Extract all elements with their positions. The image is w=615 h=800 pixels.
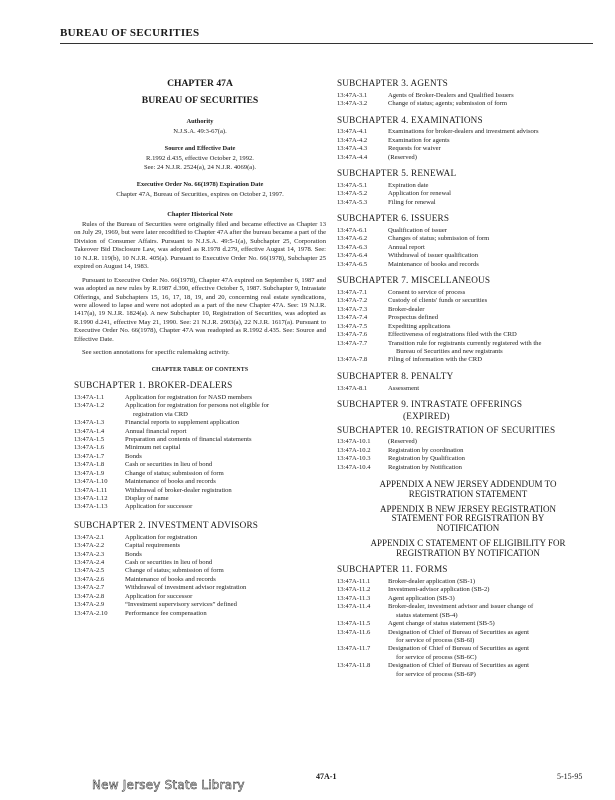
section-title-text: Bonds — [125, 550, 142, 558]
section-title — [384, 145, 599, 153]
section-number: 13:47A-7.6 — [337, 331, 368, 339]
subchapter-heading: SUBCHAPTER 8. PENALTY — [337, 370, 454, 381]
section-number: 13:47A-1.9 — [74, 469, 105, 477]
section-title — [384, 182, 599, 190]
section-title — [121, 567, 326, 575]
section-title-text: Agent application (SB-3) — [388, 594, 455, 602]
section-title-text: Maintenance of books and records — [388, 260, 479, 268]
section-title — [384, 100, 599, 108]
page-number: 47A-1 — [316, 772, 337, 781]
expiration-heading: Executive Order No. 66(1978) Expiration Date — [136, 181, 264, 189]
section-number: 13:47A-7.4 — [337, 314, 368, 322]
section-title-text: Broker-dealer — [388, 305, 425, 313]
section-title-text: “Investment supervisory services” defined — [125, 601, 237, 609]
section-title — [121, 402, 326, 419]
toc-entry — [74, 593, 326, 601]
section-title — [121, 428, 326, 436]
section-number: 13:47A-1.7 — [74, 452, 105, 460]
section-number: 13:47A-7.7 — [337, 339, 368, 347]
section-number: 13:47A-4.2 — [337, 136, 368, 144]
toc-entry — [337, 620, 599, 628]
section-title — [384, 92, 599, 100]
section-title-text: Minimum net capital — [125, 444, 181, 452]
section-title — [121, 487, 326, 495]
section-number: 13:47A-5.1 — [337, 181, 368, 189]
appendix-line: REGISTRATION STATEMENT — [408, 488, 528, 499]
section-title — [121, 470, 326, 478]
toc-entry — [74, 436, 326, 444]
section-title-text: Financial reports to supplement application — [125, 419, 240, 427]
toc-entry — [74, 419, 326, 427]
section-number: 13:47A-6.3 — [337, 243, 368, 251]
section-title — [121, 601, 326, 609]
section-title — [384, 190, 599, 198]
section-number: 13:47A-7.2 — [337, 297, 368, 305]
section-title-text: Assessment — [388, 384, 420, 392]
section-title-text: Expediting applications — [388, 322, 451, 330]
section-title — [384, 331, 599, 339]
section-title — [384, 645, 599, 662]
section-list — [74, 394, 326, 512]
section-list — [74, 534, 326, 618]
section-title-text: Broker-dealer, investment advisor and issuer change of — [388, 603, 534, 611]
section-title — [384, 323, 599, 331]
toc-entry — [74, 584, 326, 592]
section-list — [337, 128, 599, 162]
section-list — [337, 578, 599, 679]
section-title-text: Withdrawal of issuer qualification — [388, 252, 479, 260]
section-title-text: Agents of Broker-Dealers and Qualified Issuers — [388, 91, 514, 99]
toc-entry — [337, 190, 599, 198]
toc-entry — [337, 645, 599, 662]
section-number: 13:47A-1.2 — [74, 402, 105, 410]
section-list — [337, 182, 599, 207]
section-title — [121, 551, 326, 559]
toc-entry — [74, 402, 326, 419]
section-title — [121, 610, 326, 618]
section-title — [384, 244, 599, 252]
section-title — [384, 356, 599, 364]
appendix-c-heading — [337, 539, 599, 558]
section-title-text: Annual report — [388, 243, 425, 251]
section-title-text: Application for registration for persons not eligible for — [125, 402, 270, 410]
section-number: 13:47A-1.8 — [74, 461, 105, 469]
section-number: 13:47A-7.8 — [337, 356, 368, 364]
section-title-text: Cash or securities in lieu of bond — [125, 461, 213, 469]
section-number: 13:47A-2.6 — [74, 575, 105, 583]
section-number: 13:47A-11.6 — [337, 628, 371, 636]
section-number: 13:47A-11.1 — [337, 577, 371, 585]
subchapter-heading: SUBCHAPTER 2. INVESTMENT ADVISORS — [74, 519, 259, 530]
subchapter-heading: SUBCHAPTER 10. REGISTRATION OF SECURITIES — [337, 424, 556, 435]
toc-entry — [337, 447, 599, 455]
section-title-text: Prospectus defined — [388, 314, 438, 322]
section-title — [121, 593, 326, 601]
historical-note-paragraph: Rules of the Bureau of Securities were originally filed and became effective as Chapter 13 on July 29, 1969, but were later recodified to Chapter 47A after the bureau became a part of the Division of Consumer Affairs. Pursuant to N.J.S.A. 49:5-1(a), Subchapter 25, Corporation Takeover Bid Disclosure Law, was adopted as R.1978 d.279, effective August 14, 1978. See: 10 N.J.R. 119(b), 10 N.J.R. 405(a). Pursuant to Executive Order No. 66(1978), Subchapter 25 expired on August 14, 1983. — [74, 221, 326, 271]
section-number: 13:47A-1.5 — [74, 435, 105, 443]
toc-entry — [337, 586, 599, 594]
toc-entry — [337, 455, 599, 463]
section-title — [121, 453, 326, 461]
section-number: 13:47A-1.11 — [74, 486, 108, 494]
toc-entry — [74, 487, 326, 495]
section-title-text: Registration by Qualification — [388, 455, 465, 463]
section-title — [121, 444, 326, 452]
toc-entry — [74, 559, 326, 567]
section-title-text: Application for renewal — [388, 190, 451, 198]
subchapter-heading: SUBCHAPTER 9. INTRASTATE OFFERINGS — [337, 399, 523, 410]
section-title — [121, 394, 326, 402]
section-title-text: Performance fee compensation — [125, 609, 207, 617]
toc-entry — [74, 428, 326, 436]
toc-entry — [337, 629, 599, 646]
section-list — [337, 92, 599, 109]
section-number: 13:47A-3.2 — [337, 100, 368, 108]
section-title — [384, 199, 599, 207]
section-title-text: Designation of Chief of Bureau of Securities as agent — [388, 645, 529, 653]
section-title-text: Transition rule for registrants currently registered with the — [388, 339, 542, 347]
appendix-a-heading — [337, 480, 599, 499]
section-title — [121, 461, 326, 469]
section-title — [121, 436, 326, 444]
section-title — [121, 584, 326, 592]
section-title — [121, 542, 326, 550]
toc-entry — [337, 603, 599, 620]
section-number: 13:47A-5.2 — [337, 190, 368, 198]
toc-entry — [337, 323, 599, 331]
section-number: 13:47A-6.2 — [337, 235, 368, 243]
section-title-text: Requests for waiver — [388, 145, 441, 153]
section-title-text: Designation of Chief of Bureau of Securities as agent — [388, 662, 529, 670]
toc-entry — [337, 578, 599, 586]
historical-note-heading: Chapter Historical Note — [167, 210, 233, 218]
appendix-line: APPENDIX A NEW JERSEY ADDENDUM TO — [379, 479, 557, 490]
section-title-text: Annual financial report — [125, 427, 187, 435]
historical-note-paragraph: Pursuant to Executive Order No. 66(1978), Chapter 47A expired on September 6, 1987 and was adopted as new rules by R.1987 d.390, effective October 5, 1987. Subchapter 9, Intrastate Offerings, and Subchapters 15, 16, 17, 18, 19, and 20, concerning real estate syndications, were allowed to lapse and were not adopted as a part of the new Chapter 47A. See: 19 N.J.R. 1417(a), 19 N.J.R. 1824(a). A new Subchapter 10, Registration of Securities, was adopted as R.1990 d.241, effective May 21, 1990. See: 21 N.J.R. 2903(a), 22 N.J.R. 1617(a). Pursuant to Executive Order No. 66(1978), Chapter 47A was readopted as R.1992 d.435. See: Source and Effective Date. — [74, 276, 326, 343]
section-number: 13:47A-2.5 — [74, 567, 105, 575]
section-number: 13:47A-2.1 — [74, 533, 105, 541]
toc-entry — [337, 128, 599, 136]
section-title-text: Custody of clients' funds or securities — [388, 297, 488, 305]
section-title — [384, 306, 599, 314]
section-number: 13:47A-11.2 — [337, 586, 371, 594]
source-line-1: R.1992 d.435, effective October 2, 1992. — [146, 155, 254, 163]
toc-entry — [337, 306, 599, 314]
toc-entry — [337, 438, 599, 446]
section-title-text: Change of status; agents; submission of form — [388, 100, 508, 108]
section-list — [337, 438, 599, 472]
toc-entry — [337, 297, 599, 305]
section-number: 13:47A-2.8 — [74, 592, 105, 600]
section-title — [384, 289, 599, 297]
toc-entry — [74, 478, 326, 486]
toc-entry — [337, 356, 599, 364]
section-number: 13:47A-10.3 — [337, 455, 371, 463]
toc-entry — [74, 542, 326, 550]
section-number: 13:47A-2.9 — [74, 601, 105, 609]
section-title — [384, 227, 599, 235]
section-title-text: (Reserved) — [388, 153, 417, 161]
appendix-line: APPENDIX C STATEMENT OF ELIGIBILITY FOR — [370, 538, 566, 549]
section-number: 13:47A-1.12 — [74, 495, 108, 503]
section-number: 13:47A-6.5 — [337, 260, 368, 268]
section-title — [384, 137, 599, 145]
section-title-text: Change of status; submission of form — [125, 567, 224, 575]
toc-entry — [337, 331, 599, 339]
historical-note-paragraph: See section annotations for specific rulemaking activity. — [82, 349, 230, 357]
toc-entry — [74, 567, 326, 575]
toc-entry — [337, 314, 599, 322]
section-number: 13:47A-2.4 — [74, 558, 105, 566]
section-number: 13:47A-4.3 — [337, 145, 368, 153]
section-number: 13:47A-11.4 — [337, 603, 371, 611]
toc-entry — [337, 662, 599, 679]
section-title-text: Withdrawal of broker-dealer registration — [125, 486, 232, 494]
section-title — [121, 503, 326, 511]
section-title-text: Bonds — [125, 452, 142, 460]
section-list — [337, 289, 599, 365]
section-number: 13:47A-2.10 — [74, 609, 108, 617]
appendix-line: NOTIFICATION — [436, 522, 500, 533]
section-title-text: Change of status; submission of form — [125, 469, 224, 477]
section-title — [384, 629, 599, 646]
section-title — [121, 419, 326, 427]
toc-entry — [337, 235, 599, 243]
section-title-text: Cash or securities in lieu of bond — [125, 558, 213, 566]
section-title — [384, 314, 599, 322]
subchapter-heading: SUBCHAPTER 1. BROKER-DEALERS — [74, 380, 233, 390]
appendix-b-heading — [337, 505, 599, 533]
authority-heading: Authority — [186, 117, 214, 125]
library-stamp: New Jersey State Library — [92, 778, 245, 792]
toc-entry — [337, 137, 599, 145]
section-number: 13:47A-2.2 — [74, 542, 105, 550]
toc-entry — [74, 610, 326, 618]
appendix-line: STATEMENT FOR REGISTRATION BY — [391, 513, 545, 524]
section-title-text: Designation of Chief of Bureau of Securities as agent — [388, 628, 529, 636]
section-title-continuation: for service of process (SB-6I) — [396, 637, 475, 645]
section-title — [384, 662, 599, 679]
toc-entry — [337, 100, 599, 108]
section-title — [384, 235, 599, 243]
section-title-text: Display of name — [125, 495, 169, 503]
section-title — [121, 534, 326, 542]
subchapter-heading: SUBCHAPTER 5. RENEWAL — [337, 168, 457, 179]
section-title-text: Expiration date — [388, 181, 429, 189]
section-title-continuation: for service of process (SB-6P) — [396, 670, 476, 678]
section-title-text: Application for registration — [125, 533, 198, 541]
section-title-text: Application for registration for NASD members — [125, 393, 252, 401]
section-title-text: Withdrawal of investment advisor registration — [125, 584, 247, 592]
section-title — [384, 595, 599, 603]
section-number: 13:47A-10.4 — [337, 463, 371, 471]
appendix-line: APPENDIX B NEW JERSEY REGISTRATION — [379, 504, 556, 515]
authority-text: N.J.S.A. 49:3-67(a). — [173, 127, 227, 135]
section-number: 13:47A-1.10 — [74, 478, 108, 486]
toc-entry — [74, 503, 326, 511]
subchapter-heading: SUBCHAPTER 3. AGENTS — [337, 78, 448, 88]
subchapter-heading: SUBCHAPTER 6. ISSUERS — [337, 213, 450, 224]
section-title-text: Investment-advisor application (SB-2) — [388, 586, 490, 594]
section-title-text: (Reserved) — [388, 438, 417, 446]
toc-entry — [337, 261, 599, 269]
section-title-text: Broker-dealer application (SB-1) — [388, 577, 476, 585]
section-title-text: Changes of status; submission of form — [388, 235, 490, 243]
toc-entry — [337, 289, 599, 297]
section-title-continuation: Bureau of Securities and new registrants — [396, 348, 503, 356]
right-column — [337, 78, 599, 679]
section-title-continuation: status statement (SB-4) — [396, 611, 458, 619]
section-title-text: Application for successor — [125, 592, 193, 600]
subchapter-heading: SUBCHAPTER 7. MISCELLANEOUS — [337, 275, 491, 286]
section-number: 13:47A-4.4 — [337, 153, 368, 161]
section-number: 13:47A-1.6 — [74, 444, 105, 452]
section-title-text: Examination for agents — [388, 136, 450, 144]
section-title — [384, 586, 599, 594]
section-title-continuation: registration via CRD — [133, 410, 188, 418]
section-title — [384, 385, 599, 393]
revision-date: 5-15-95 — [557, 772, 583, 781]
section-title — [384, 128, 599, 136]
section-title — [384, 261, 599, 269]
toc-entry — [74, 394, 326, 402]
toc-entry — [337, 154, 599, 162]
section-number: 13:47A-10.2 — [337, 446, 371, 454]
toc-entry — [74, 453, 326, 461]
subchapter-heading: SUBCHAPTER 11. FORMS — [337, 564, 448, 575]
toc-entry — [337, 92, 599, 100]
section-title — [384, 447, 599, 455]
section-title-continuation: for service of process (SB-6C) — [396, 653, 477, 661]
subchapter-status: (EXPIRED) — [403, 410, 450, 421]
section-number: 13:47A-3.1 — [337, 91, 368, 99]
section-number: 13:47A-7.5 — [337, 322, 368, 330]
left-column — [74, 78, 326, 618]
section-number: 13:47A-11.5 — [337, 620, 371, 628]
toc-entry — [337, 244, 599, 252]
section-number: 13:47A-1.3 — [74, 419, 105, 427]
section-title — [384, 438, 599, 446]
section-title-text: Examinations for broker-dealers and investment advisors — [388, 128, 539, 136]
section-title-text: Filing for renewal — [388, 198, 436, 206]
section-number: 13:47A-2.3 — [74, 550, 105, 558]
section-title — [384, 252, 599, 260]
toc-entry — [337, 385, 599, 393]
toc-entry — [74, 461, 326, 469]
section-title — [384, 154, 599, 162]
section-title — [384, 340, 599, 357]
section-title-text: Filing of information with the CRD — [388, 356, 482, 364]
section-number: 13:47A-1.4 — [74, 427, 105, 435]
toc-entry — [337, 464, 599, 472]
toc-entry — [337, 199, 599, 207]
chapter-number: CHAPTER 47A — [167, 78, 233, 89]
section-number: 13:47A-1.1 — [74, 393, 105, 401]
toc-entry — [337, 182, 599, 190]
toc-entry — [74, 470, 326, 478]
section-title-text: Registration by Notification — [388, 463, 462, 471]
section-title-text: Registration by coordination — [388, 446, 464, 454]
section-title — [121, 559, 326, 567]
section-title — [384, 603, 599, 620]
toc-entry — [337, 595, 599, 603]
section-title-text: Preparation and contents of financial statements — [125, 435, 252, 443]
section-title-text: Qualification of issuer — [388, 227, 447, 234]
section-title-text: Capital requirements — [125, 542, 181, 550]
header-rule — [60, 43, 593, 44]
section-title — [121, 478, 326, 486]
toc-entry — [337, 340, 599, 357]
source-heading: Source and Effective Date — [164, 145, 236, 153]
appendix-line: REGISTRATION BY NOTIFICATION — [396, 547, 540, 558]
toc-entry — [337, 227, 599, 235]
section-title-text: Effectiveness of registrations filed with the CRD — [388, 331, 517, 339]
section-number: 13:47A-11.7 — [337, 645, 371, 653]
toc-entry — [74, 444, 326, 452]
section-number: 13:47A-11.3 — [337, 594, 371, 602]
section-title-text: Maintenance of books and records — [125, 478, 216, 486]
section-title-text: Application for successor — [125, 503, 193, 511]
section-number: 13:47A-8.1 — [337, 384, 368, 392]
running-header: BUREAU OF SECURITIES — [60, 27, 200, 39]
toc-entry — [74, 551, 326, 559]
section-number: 13:47A-7.3 — [337, 305, 368, 313]
section-title — [384, 620, 599, 628]
section-number: 13:47A-10.1 — [337, 438, 371, 446]
section-title — [121, 576, 326, 584]
section-title-text: Consent to service of process — [388, 288, 466, 296]
chapter-title: BUREAU OF SECURITIES — [141, 95, 259, 107]
section-title — [384, 578, 599, 586]
section-number: 13:47A-5.3 — [337, 198, 368, 206]
section-number: 13:47A-4.1 — [337, 128, 368, 136]
section-title-text: Maintenance of books and records — [125, 575, 216, 583]
toc-entry — [74, 601, 326, 609]
section-title — [121, 495, 326, 503]
toc-entry — [74, 576, 326, 584]
section-title — [384, 297, 599, 305]
subchapter-heading: SUBCHAPTER 4. EXAMINATIONS — [337, 114, 483, 125]
table-of-contents-heading: CHAPTER TABLE OF CONTENTS — [151, 366, 249, 373]
section-number: 13:47A-6.1 — [337, 227, 368, 234]
section-list — [337, 227, 599, 269]
toc-entry — [74, 534, 326, 542]
toc-entry — [74, 495, 326, 503]
source-line-2: See: 24 N.J.R. 2524(a), 24 N.J.R. 4069(a). — [143, 163, 257, 171]
section-number: 13:47A-2.7 — [74, 584, 105, 592]
section-number: 13:47A-7.1 — [337, 288, 368, 296]
section-title-text: Agent change of status statement (SB-5) — [388, 620, 495, 628]
section-number: 13:47A-1.13 — [74, 503, 108, 511]
section-title — [384, 455, 599, 463]
section-number: 13:47A-11.8 — [337, 662, 371, 670]
expiration-text: Chapter 47A, Bureau of Securities, expires on October 2, 1997. — [116, 191, 284, 199]
toc-entry — [337, 252, 599, 260]
section-title — [384, 464, 599, 472]
section-list — [337, 385, 599, 393]
toc-entry — [337, 145, 599, 153]
section-number: 13:47A-6.4 — [337, 252, 368, 260]
